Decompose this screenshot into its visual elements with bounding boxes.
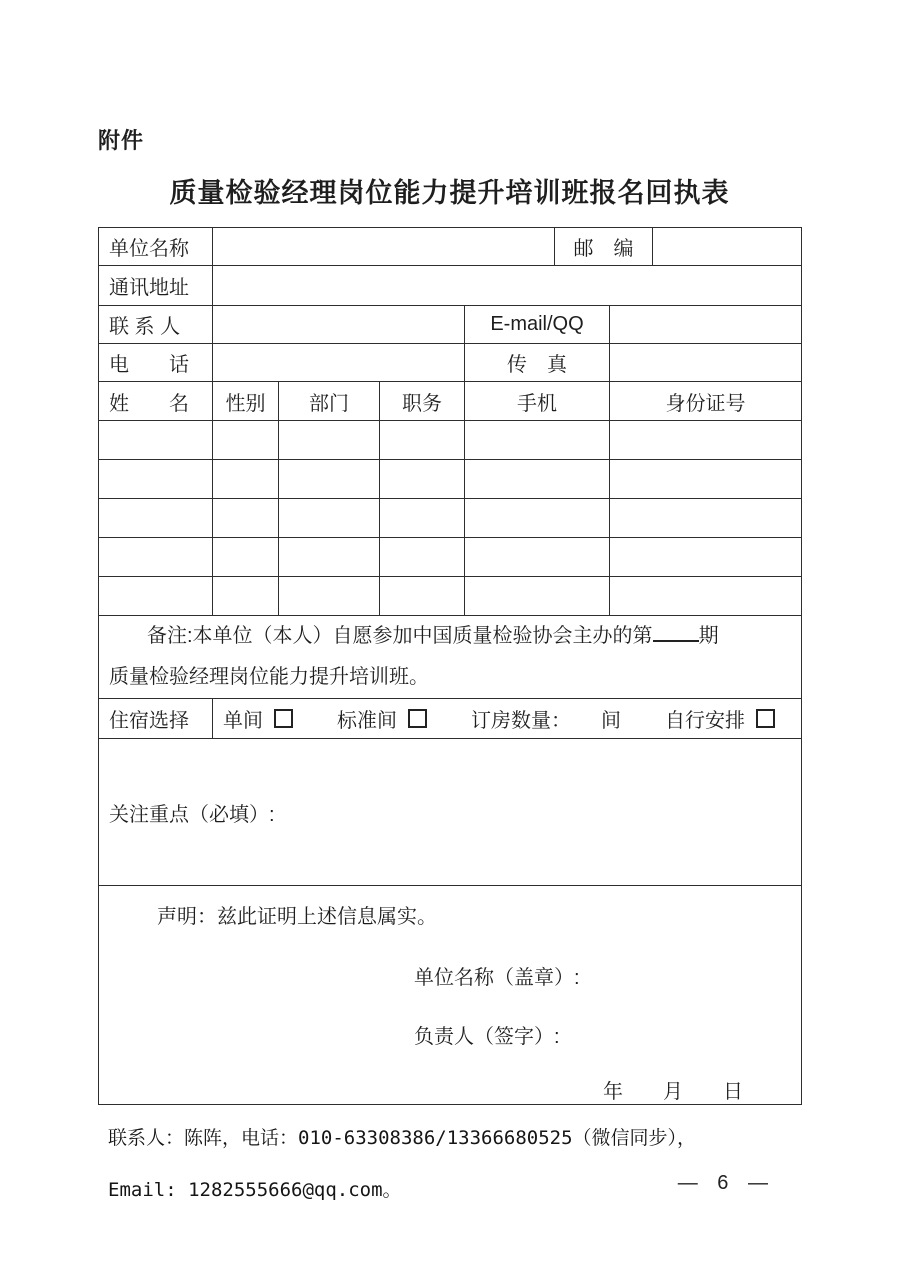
address-input-cell bbox=[213, 266, 802, 306]
postcode-label: 邮 编 bbox=[555, 228, 653, 266]
footer-contact-line: 联系人：陈阵，电话：010-63308386/13366680525（微信同步）， bbox=[108, 1127, 697, 1149]
postcode-input-cell bbox=[653, 228, 802, 266]
registration-form-table bbox=[98, 227, 802, 1105]
self-arrange-checkbox bbox=[756, 709, 775, 728]
address-label: 通讯地址 bbox=[99, 266, 213, 306]
member-empty-row bbox=[99, 421, 802, 460]
contact-label: 联 系 人 bbox=[99, 306, 213, 344]
fax-label: 传 真 bbox=[465, 344, 610, 382]
accommodation-options-cell bbox=[213, 699, 802, 739]
standard-room-label: 标准间 bbox=[337, 710, 397, 732]
member-empty-row bbox=[99, 538, 802, 577]
member-header-row bbox=[99, 382, 802, 421]
remark-cell bbox=[99, 616, 802, 699]
accommodation-row bbox=[99, 699, 802, 739]
responsible-sign-line: 负责人（签字）: bbox=[414, 1026, 560, 1048]
fax-input-cell bbox=[610, 344, 802, 382]
remark-row bbox=[99, 616, 802, 699]
footer-email-line: Email: 1282555666@qq.com。 bbox=[108, 1179, 402, 1201]
focus-row bbox=[99, 739, 802, 886]
unit-name-label: 单位名称 bbox=[99, 228, 213, 266]
member-empty-row bbox=[99, 499, 802, 538]
member-empty-row bbox=[99, 577, 802, 616]
self-arrange-label: 自行安排 bbox=[665, 710, 745, 732]
remark-text-line1: 备注:本单位（本人）自愿参加中国质量检验协会主办的第 bbox=[147, 625, 653, 647]
single-room-label: 单间 bbox=[223, 710, 263, 732]
declaration-cell bbox=[99, 886, 802, 1105]
date-line: 年 月 日 bbox=[603, 1081, 743, 1103]
email-qq-label: E-mail/QQ bbox=[465, 306, 610, 344]
member-col-id: 身份证号 bbox=[610, 382, 802, 421]
email-qq-input-cell bbox=[610, 306, 802, 344]
blank-underline bbox=[653, 622, 699, 642]
page-title: 质量检验经理岗位能力提升培训班报名回执表 bbox=[169, 178, 730, 208]
member-empty-row bbox=[99, 460, 802, 499]
accommodation-label: 住宿选择 bbox=[99, 699, 213, 739]
attachment-label: 附件 bbox=[98, 128, 145, 153]
declaration-statement: 声明：兹此证明上述信息属实。 bbox=[157, 906, 437, 928]
member-col-title: 职务 bbox=[380, 382, 465, 421]
row-address bbox=[99, 266, 802, 306]
row-unit-name bbox=[99, 228, 802, 266]
member-col-mobile: 手机 bbox=[465, 382, 610, 421]
remark-text-suffix: 期 bbox=[698, 625, 719, 647]
member-col-gender: 性别 bbox=[213, 382, 279, 421]
room-quantity-label: 订房数量： bbox=[471, 710, 571, 732]
unit-name-input-cell bbox=[213, 228, 555, 266]
unit-seal-line: 单位名称（盖章）: bbox=[414, 967, 580, 989]
member-col-name: 姓 名 bbox=[99, 382, 213, 421]
room-quantity-unit: 间 bbox=[601, 710, 621, 732]
declaration-row bbox=[99, 886, 802, 1105]
phone-label: 电 话 bbox=[99, 344, 213, 382]
focus-cell bbox=[99, 739, 802, 886]
focus-label: 关注重点（必填）: bbox=[109, 803, 275, 826]
phone-input-cell bbox=[213, 344, 465, 382]
member-col-dept: 部门 bbox=[279, 382, 380, 421]
standard-room-checkbox bbox=[408, 709, 427, 728]
page-number: — 6 — bbox=[677, 1172, 768, 1194]
single-room-checkbox bbox=[274, 709, 293, 728]
footer-contact-info bbox=[108, 1123, 900, 1202]
contact-input-cell bbox=[213, 306, 465, 344]
row-phone bbox=[99, 344, 802, 382]
remark-text-line2: 质量检验经理岗位能力提升培训班。 bbox=[109, 666, 429, 688]
row-contact bbox=[99, 306, 802, 344]
